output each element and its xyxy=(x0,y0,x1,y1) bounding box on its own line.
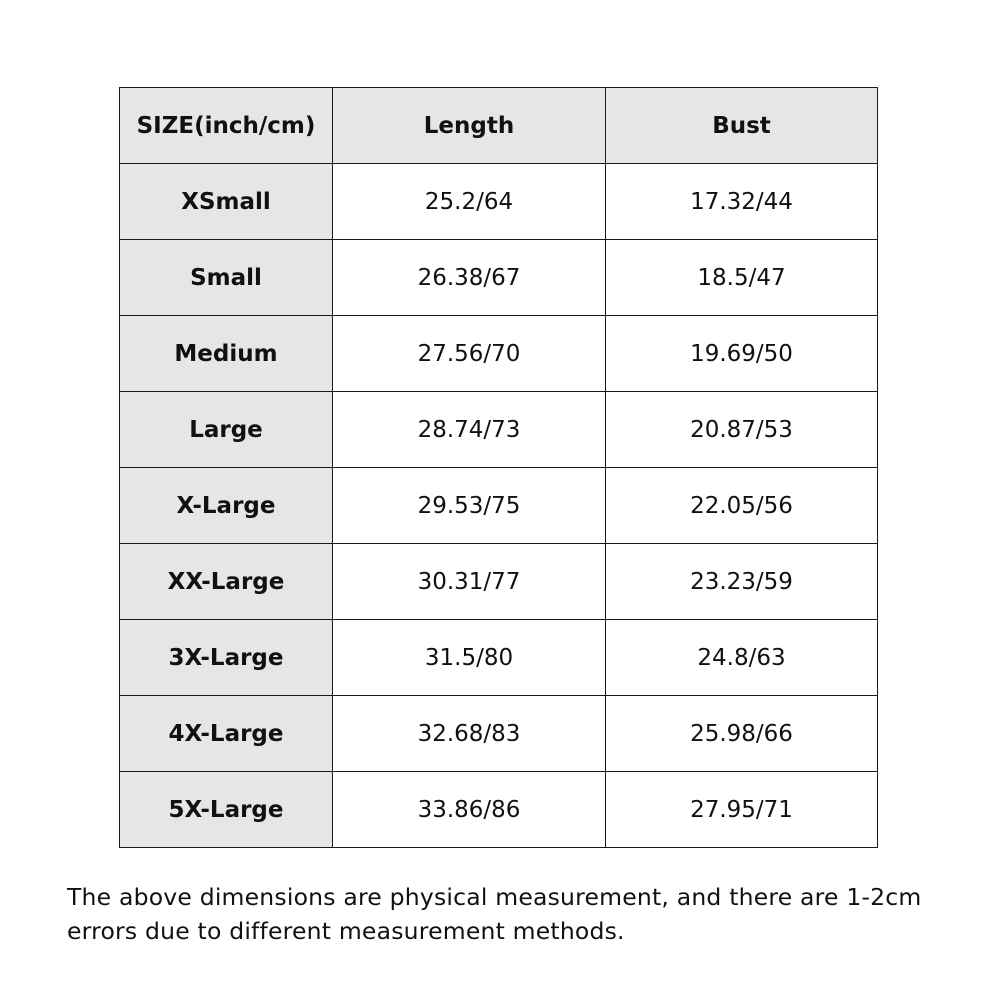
bust-value: 20.87/53 xyxy=(606,392,878,468)
size-chart-table xyxy=(119,87,878,848)
table-row xyxy=(120,772,878,848)
footnote-line: The above dimensions are physical measurement, and there are 1-2cm xyxy=(67,883,922,911)
length-value: 30.31/77 xyxy=(333,544,606,620)
length-value: 28.74/73 xyxy=(333,392,606,468)
bust-value: 22.05/56 xyxy=(606,468,878,544)
column-header-bust: Bust xyxy=(606,88,878,164)
size-label: X-Large xyxy=(120,468,333,544)
size-label: XSmall xyxy=(120,164,333,240)
measurement-footnote xyxy=(67,880,967,948)
size-label: 5X-Large xyxy=(120,772,333,848)
bust-value: 23.23/59 xyxy=(606,544,878,620)
table-row xyxy=(120,696,878,772)
column-header-length: Length xyxy=(333,88,606,164)
bust-value: 24.8/63 xyxy=(606,620,878,696)
table-row xyxy=(120,316,878,392)
table-row xyxy=(120,392,878,468)
length-value: 31.5/80 xyxy=(333,620,606,696)
size-label: Medium xyxy=(120,316,333,392)
length-value: 27.56/70 xyxy=(333,316,606,392)
table-row xyxy=(120,240,878,316)
length-value: 32.68/83 xyxy=(333,696,606,772)
table-row xyxy=(120,468,878,544)
bust-value: 25.98/66 xyxy=(606,696,878,772)
table-row xyxy=(120,164,878,240)
table-row xyxy=(120,620,878,696)
table-row xyxy=(120,544,878,620)
size-label: 4X-Large xyxy=(120,696,333,772)
column-header-size: SIZE(inch/cm) xyxy=(120,88,333,164)
table-header-row xyxy=(120,88,878,164)
bust-value: 18.5/47 xyxy=(606,240,878,316)
length-value: 25.2/64 xyxy=(333,164,606,240)
length-value: 29.53/75 xyxy=(333,468,606,544)
footnote-line: errors due to different measurement methods. xyxy=(67,917,625,945)
size-label: Small xyxy=(120,240,333,316)
size-label: XX-Large xyxy=(120,544,333,620)
length-value: 33.86/86 xyxy=(333,772,606,848)
bust-value: 19.69/50 xyxy=(606,316,878,392)
length-value: 26.38/67 xyxy=(333,240,606,316)
bust-value: 27.95/71 xyxy=(606,772,878,848)
bust-value: 17.32/44 xyxy=(606,164,878,240)
size-label: 3X-Large xyxy=(120,620,333,696)
size-label: Large xyxy=(120,392,333,468)
